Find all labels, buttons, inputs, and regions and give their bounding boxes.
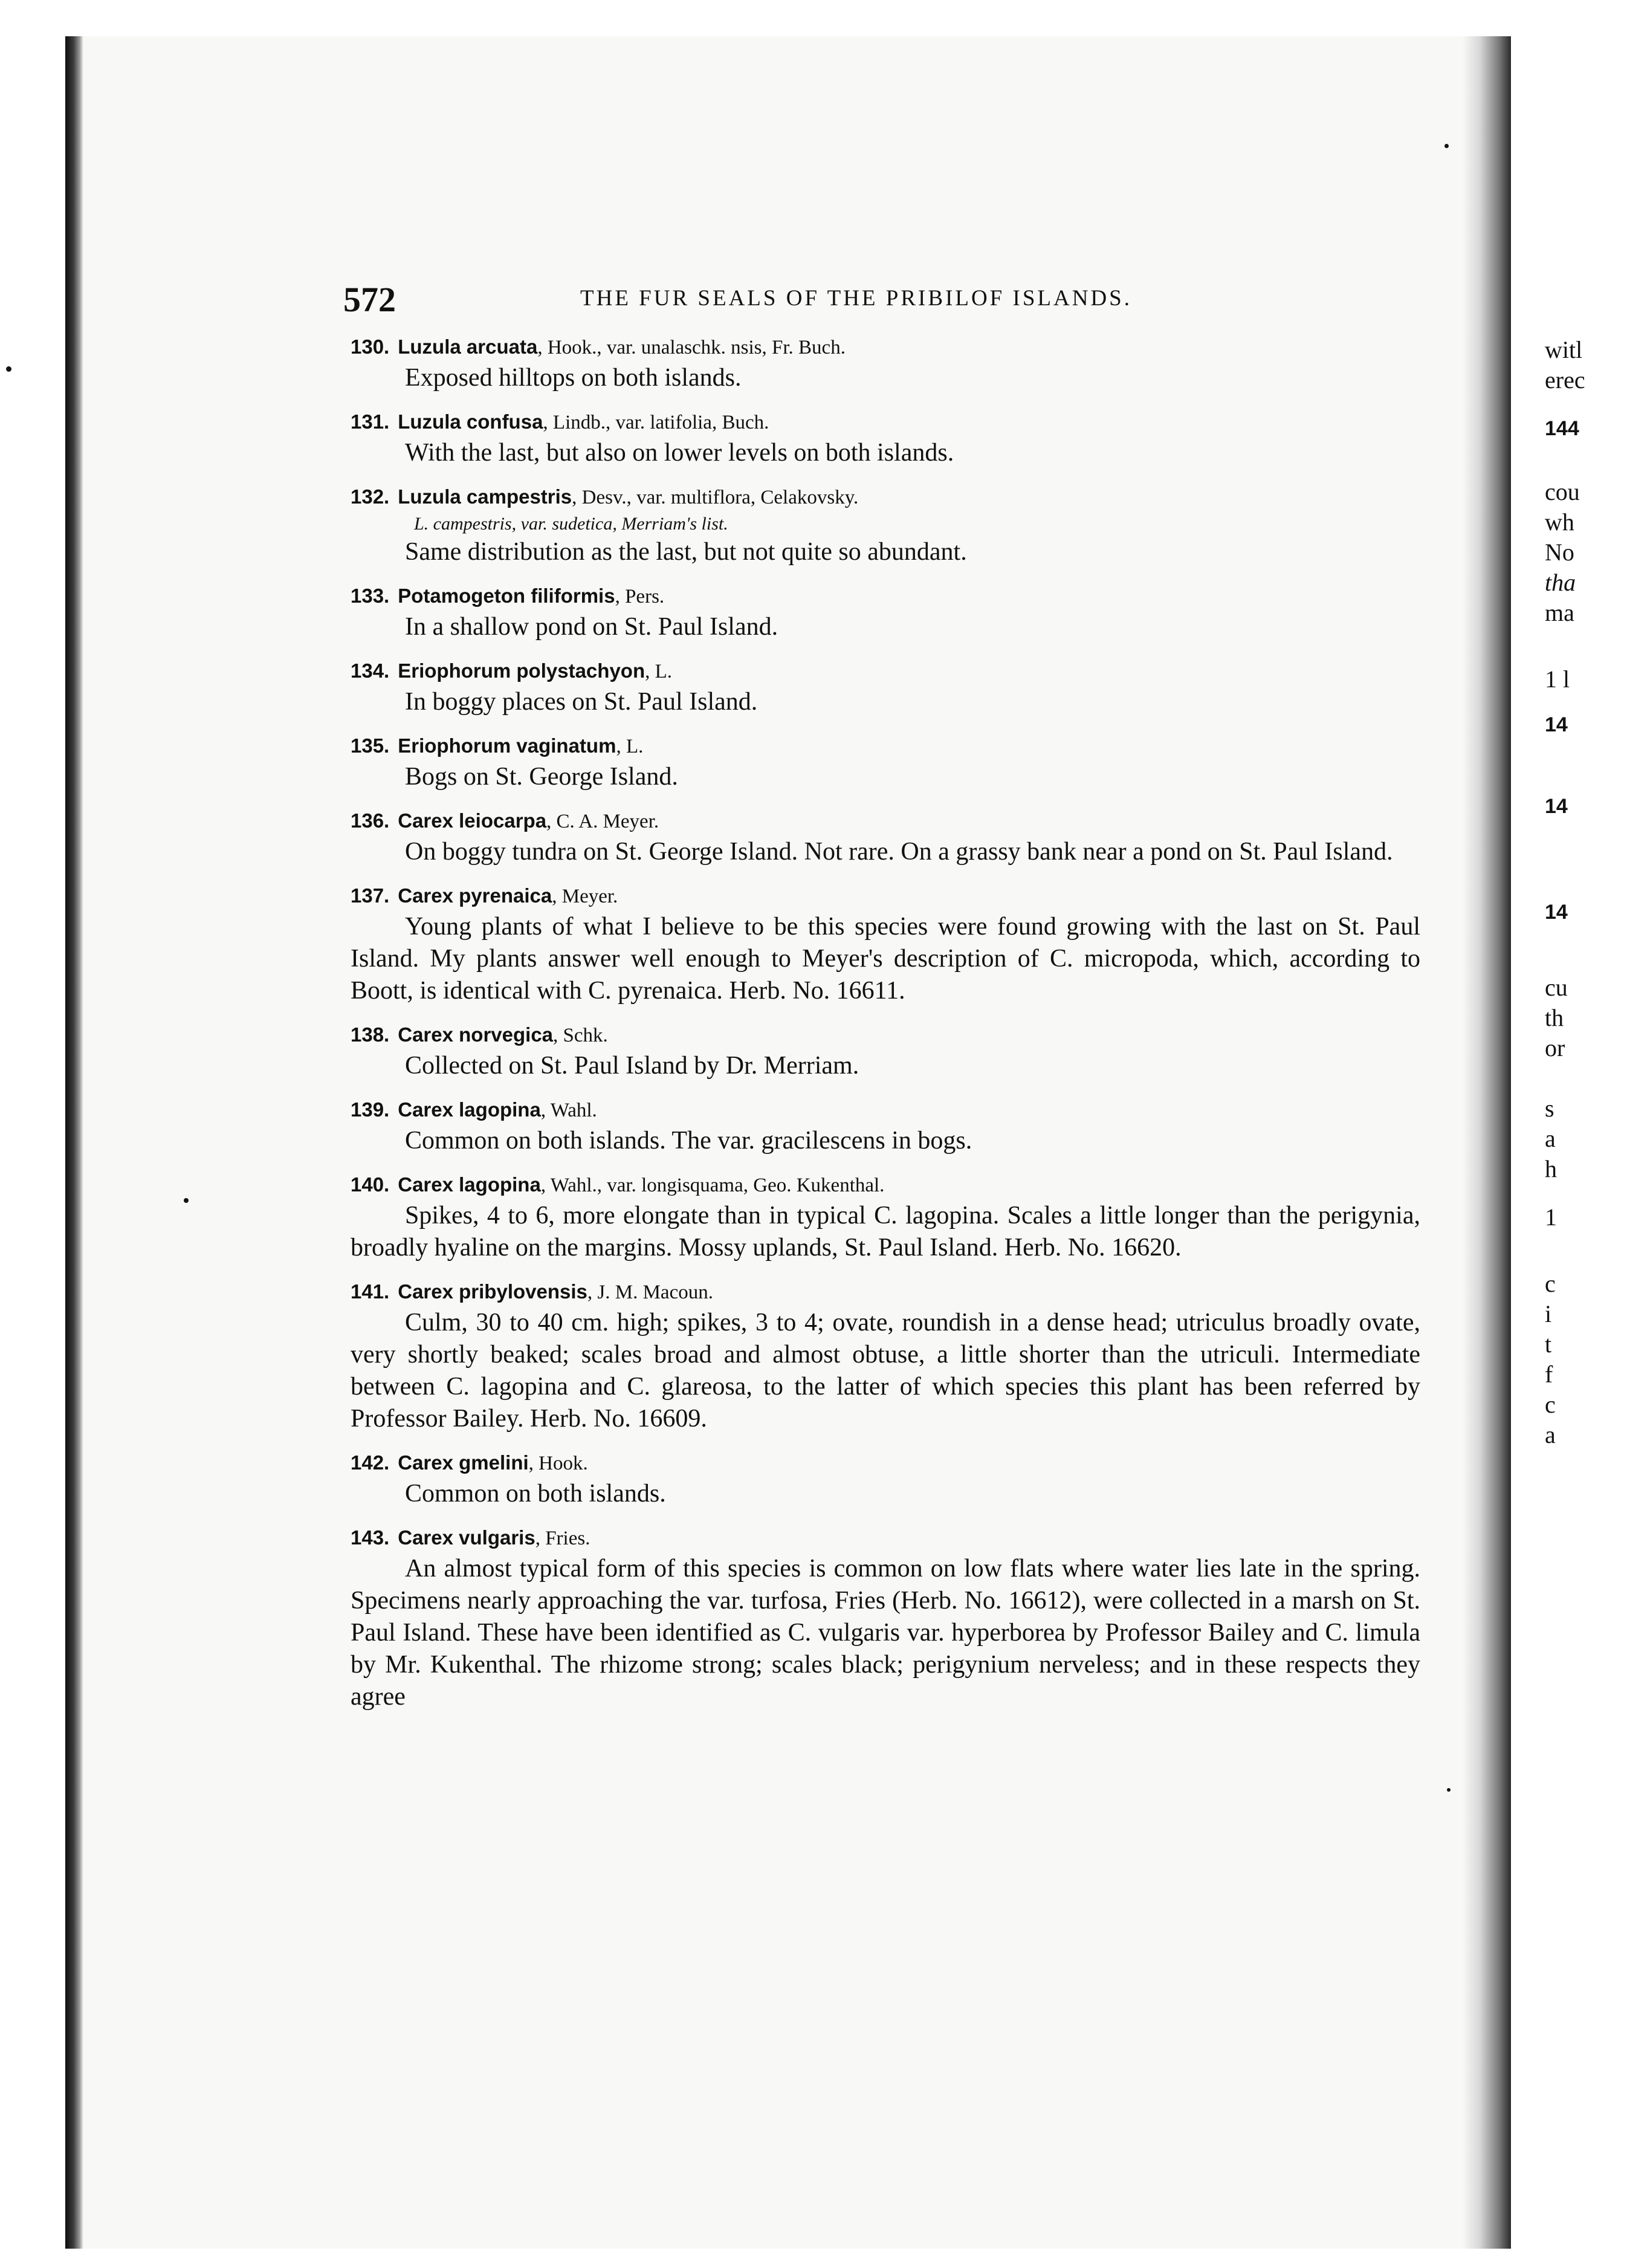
species-entry [351,656,1420,718]
species-number: 130. [351,335,390,358]
species-authority: , Lindb., var. latifolia, Buch. [543,412,769,433]
species-entry [351,407,1420,469]
facing-page-line: s [1545,1095,1554,1122]
species-authority: , L. [616,736,644,757]
running-title: THE FUR SEALS OF THE PRIBILOF ISLANDS. [580,286,1132,311]
species-description: In boggy places on St. Paul Island. [405,688,758,716]
species-entry [351,881,1420,1007]
facing-page-line: a [1545,1421,1556,1448]
species-description: Collected on St. Paul Island by Dr. Merriam. [405,1052,859,1080]
speck-mark [1444,144,1449,148]
facing-page-line: or [1545,1034,1565,1061]
species-authority: , Hook. [528,1453,588,1474]
page-binding-shadow [65,36,83,2249]
species-heading [351,1170,1420,1200]
species-description: An almost typical form of this species is common on low flats where water lies late in the spring. Specimens nearly approaching the var. turfosa, Fries (Herb. No. 16612), were collected in a marsh on St. Paul Island. These have been identified as C. vulgaris var. hyperborea by Professor Bailey and C. limula by Mr. Kukenthal. The rhizome strong; scales black; perigynium nerveless; and in these respects they agree [351,1555,1420,1711]
species-authority: , L. [645,661,673,682]
facing-page-line: cu [1545,974,1568,1001]
species-name: Carex lagopina [398,1173,541,1196]
species-entry [351,482,1420,568]
species-heading [351,731,1420,761]
species-entry [351,1020,1420,1082]
facing-page-line: 14 [1545,901,1568,924]
species-description: Bogs on St. George Island. [405,763,678,791]
species-name: Carex pribylovensis [398,1280,587,1303]
facing-page-line: th [1545,1004,1564,1031]
facing-page-line: f [1545,1361,1553,1388]
facing-page-line: c [1545,1270,1556,1297]
species-description: Culm, 30 to 40 cm. high; spikes, 3 to 4; ovate, roundish in a dense head; utriculus broadly ovate, very shortly beaked; scales broad and almost obtuse, a little shorter than the utriculi. Intermediate between C. lagopina and C. glareosa, to the latter of which species this plant has been referred by Professor Bailey. Herb. No. 16609. [351,1309,1420,1433]
species-name: Carex leiocarpa [398,809,547,832]
species-heading [351,1020,1420,1050]
species-description: In a shallow pond on St. Paul Island. [405,613,778,641]
species-name: Carex gmelini [398,1451,529,1474]
species-description: With the last, but also on lower levels on both islands. [405,439,954,467]
speck-mark [184,1198,189,1203]
species-heading [351,656,1420,686]
species-heading [351,1448,1420,1478]
species-heading [351,482,1420,512]
facing-page-fragment [1511,36,1627,2249]
species-number: 141. [351,1280,390,1303]
facing-page-line: a [1545,1125,1556,1152]
species-entry [351,1095,1420,1157]
species-name: Luzula confusa [398,410,543,433]
species-name: Eriophorum polystachyon [398,659,645,682]
species-authority: , Desv., var. multiflora, Celakovsky. [572,487,859,508]
species-heading [351,407,1420,437]
facing-page-line: wh [1545,508,1574,536]
species-authority: , C. A. Meyer. [546,811,659,832]
species-entry [351,582,1420,643]
species-authority: , Fries. [535,1528,590,1549]
facing-page-line: h [1545,1155,1557,1182]
species-name: Carex lagopina [398,1098,541,1121]
species-heading [351,582,1420,611]
species-number: 142. [351,1451,390,1474]
facing-page-line: cou [1545,478,1580,505]
species-heading [351,1277,1420,1307]
facing-page-line: c [1545,1391,1556,1418]
species-number: 135. [351,734,390,757]
page-number: 572 [343,280,396,319]
facing-page-line: erec [1545,366,1585,394]
species-heading [351,1095,1420,1125]
species-entry [351,1448,1420,1510]
species-entry [351,806,1420,868]
species-number: 134. [351,659,390,682]
facing-page-line: No [1545,539,1574,566]
facing-page-line: ma [1545,599,1574,626]
species-authority: , Wahl., var. longisquama, Geo. Kukenthal. [540,1174,885,1196]
species-heading [351,332,1420,362]
speck-mark [6,366,11,372]
species-number: 136. [351,809,390,832]
species-number: 131. [351,410,390,433]
species-authority: , Hook., var. unalaschk. nsis, Fr. Buch. [537,337,846,358]
species-heading [351,881,1420,911]
facing-page-line: t [1545,1330,1552,1358]
species-authority: , J. M. Macoun. [587,1281,713,1303]
species-name: Potamogeton filiformis [398,585,615,607]
speck-mark [1447,1788,1451,1792]
species-authority: , Pers. [615,586,665,608]
species-number: 138. [351,1023,390,1046]
species-list [351,332,1420,1726]
species-name: Carex vulgaris [398,1526,535,1549]
facing-page-line: 14 [1545,795,1568,818]
species-description: On boggy tundra on St. George Island. Not rare. On a grassy bank near a pond on St. Paul Island. [405,838,1393,866]
species-description: Exposed hilltops on both islands. [405,364,742,392]
species-description: Same distribution as the last, but not quite so abundant. [405,538,967,566]
species-number: 133. [351,585,390,607]
species-synonym: L. campestris, var. sudetica, Merriam's list. [414,514,728,534]
species-description: Spikes, 4 to 6, more elongate than in typical C. lagopina. Scales a little longer than the perigynia, broadly hyaline on the margins. Mossy uplands, St. Paul Island. Herb. No. 16620. [351,1202,1420,1262]
species-name: Eriophorum vaginatum [398,734,616,757]
species-number: 139. [351,1098,390,1121]
page-gutter-shadow [1463,36,1511,2249]
species-authority: , Wahl. [540,1100,597,1121]
species-entry [351,1523,1420,1713]
species-entry [351,731,1420,793]
facing-page-line: 144 [1545,417,1579,440]
facing-page-line: 1 l [1545,666,1570,693]
facing-page-line: witl [1545,336,1583,363]
species-name: Carex norvegica [398,1023,554,1046]
facing-page-line: tha [1545,569,1576,596]
species-authority: , Meyer. [552,886,618,907]
species-number: 137. [351,884,390,907]
species-name: Luzula arcuata [398,335,538,358]
facing-page-line: 14 [1545,713,1568,736]
facing-page-line: i [1545,1300,1552,1327]
species-number: 143. [351,1526,390,1549]
species-entry [351,1170,1420,1264]
species-entry [351,1277,1420,1435]
species-description: Young plants of what I believe to be this species were found growing with the last on St. Paul Island. My plants answer well enough to Meyer's description of C. micropoda, which, according to Boott, is identical with C. pyrenaica. Herb. No. 16611. [351,913,1420,1005]
species-description: Common on both islands. The var. gracilescens in bogs. [405,1127,972,1155]
species-number: 132. [351,485,390,508]
species-heading [351,806,1420,836]
species-number: 140. [351,1173,390,1196]
species-heading [351,1523,1420,1553]
species-authority: , Schk. [553,1025,608,1046]
species-entry [351,332,1420,394]
species-name: Luzula campestris [398,485,572,508]
species-name: Carex pyrenaica [398,884,552,907]
facing-page-line: 1 [1545,1204,1557,1231]
species-description: Common on both islands. [405,1480,666,1508]
